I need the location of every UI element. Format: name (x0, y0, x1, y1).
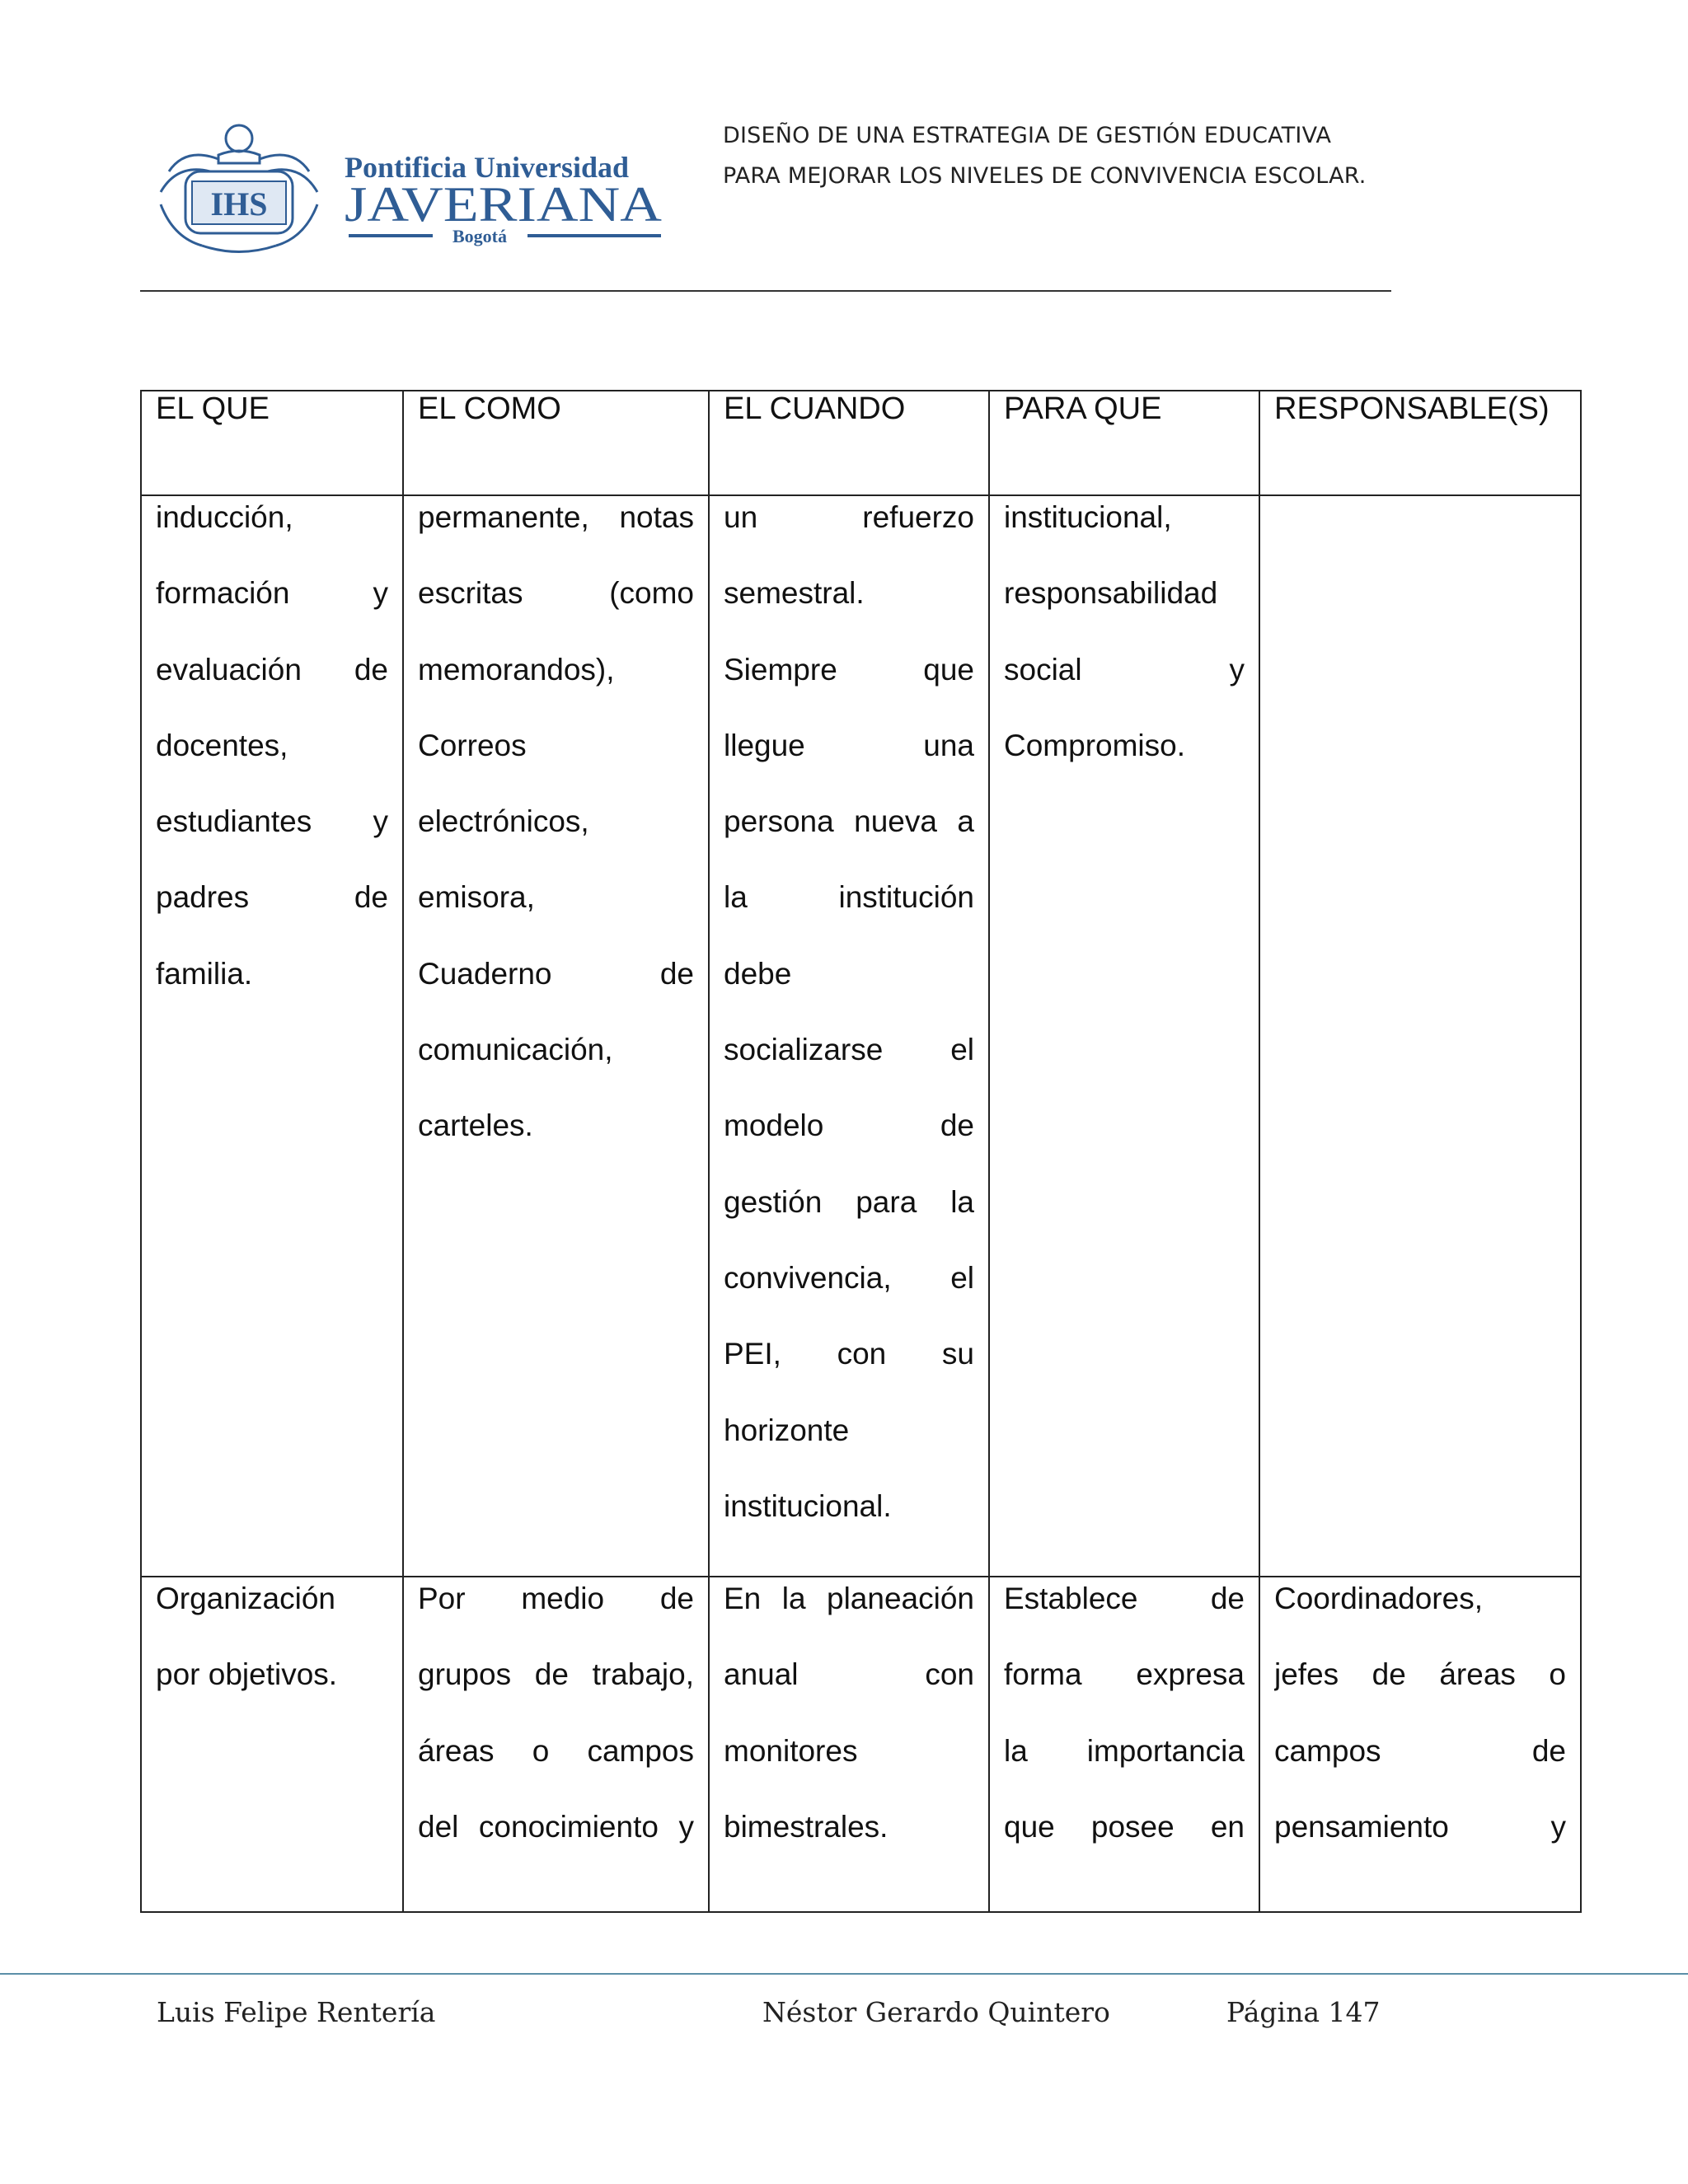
logo-line3: Bogotá (452, 226, 507, 246)
cell-line: comunicación, (418, 1033, 613, 1067)
cell-line: emisora, (418, 880, 535, 915)
cell-line: electrónicos, (418, 804, 589, 839)
cell-line: institucional. (724, 1488, 892, 1523)
cell-line: jefes de áreas o (1274, 1657, 1566, 1692)
cell-line: monitores (724, 1733, 858, 1768)
column-header: PARA QUE (989, 391, 1259, 495)
cell-line: Organización (156, 1582, 336, 1615)
cell-line: familia. (156, 956, 253, 991)
cell-el-cuando (709, 1577, 989, 1912)
logo-crest-text: IHS (210, 185, 268, 223)
cell-line: debe (724, 956, 792, 991)
cell-line: Correos (418, 728, 527, 762)
cell-line: inducción, (156, 500, 293, 534)
cell-line: horizonte (724, 1413, 850, 1447)
cell-line: grupos de trabajo, (418, 1657, 694, 1692)
cell-line: campos de (1274, 1733, 1566, 1768)
cell-line: gestión para la (724, 1184, 974, 1219)
page-number: Página 147 (1226, 1996, 1381, 2028)
cell-el-que (141, 495, 403, 1577)
cell-line: la institución (724, 880, 974, 915)
cell-line: semestral. (724, 576, 865, 611)
cell-line: la importancia (1004, 1733, 1245, 1768)
cell-line: carteles. (418, 1108, 533, 1143)
cell-line: anual con (724, 1657, 974, 1692)
footer-author-2: Néstor Gerardo Quintero (762, 1996, 1110, 2028)
cell-line: En la planeación (724, 1582, 974, 1615)
cell-line: Compromiso. (1004, 728, 1185, 762)
header-divider (140, 290, 1391, 292)
strategy-table (140, 390, 1582, 1913)
cell-line: PEI, con su (724, 1337, 974, 1371)
logo-line2: JAVERIANA (345, 177, 662, 232)
cell-responsables (1259, 1577, 1581, 1912)
footer-author-1: Luis Felipe Rentería (157, 1996, 436, 2028)
cell-line: formación y (156, 576, 388, 611)
cell-line: padres de (156, 880, 388, 915)
cell-line: pensamiento y (1274, 1809, 1566, 1844)
table-row (141, 495, 1581, 1577)
column-header: EL QUE (141, 391, 403, 495)
cell-line: un refuerzo (724, 500, 974, 534)
cell-line: que posee en (1004, 1809, 1245, 1844)
table-header-row (141, 391, 1581, 495)
cell-line: estudiantes y (156, 804, 388, 839)
cell-line: memorandos), (418, 652, 615, 687)
cell-el-cuando (709, 495, 989, 1577)
document-header-title (723, 115, 1367, 196)
header-title-line2: PARA MEJORAR LOS NIVELES DE CONVIVENCIA ESCOLAR. (723, 163, 1367, 189)
cell-el-como (403, 495, 709, 1577)
cell-line: por objetivos. (156, 1657, 338, 1692)
column-header: EL CUANDO (709, 391, 989, 495)
cell-el-como (403, 1577, 709, 1912)
cell-responsables (1259, 495, 1581, 1577)
cell-line: institucional, (1004, 500, 1172, 534)
cell-line: permanente, notas (418, 500, 694, 534)
cell-line: social y (1004, 652, 1245, 687)
cell-line: Siempre que (724, 652, 974, 687)
cell-line: del conocimiento y (418, 1809, 694, 1844)
cell-line: persona nueva a (724, 804, 974, 839)
cell-line: Por medio de (418, 1582, 694, 1615)
cell-line: docentes, (156, 728, 288, 762)
cell-line: forma expresa (1004, 1657, 1245, 1692)
cell-line: Cuaderno de (418, 956, 694, 991)
cell-line: convivencia, el (724, 1260, 974, 1295)
cell-line: Establece de (1004, 1582, 1245, 1615)
logo-line1: Pontificia Universidad (345, 151, 630, 184)
cell-line: socializarse el (724, 1033, 974, 1067)
cell-line: responsabilidad (1004, 576, 1218, 611)
column-header: EL COMO (403, 391, 709, 495)
cell-line: escritas (como (418, 576, 694, 611)
cell-line: bimestrales. (724, 1809, 889, 1844)
column-header: RESPONSABLE(S) (1259, 391, 1581, 495)
cell-line: Coordinadores, (1274, 1582, 1483, 1615)
cell-line: evaluación de (156, 652, 388, 687)
table-row (141, 1577, 1581, 1912)
cell-line: modelo de (724, 1108, 974, 1143)
header-title-line1: DISEÑO DE UNA ESTRATEGIA DE GESTIÓN EDUCATIVA (723, 123, 1332, 148)
university-logo (152, 114, 663, 262)
cell-para-que (989, 1577, 1259, 1912)
footer-divider (0, 1973, 1688, 1975)
cell-el-que (141, 1577, 403, 1912)
cell-line: llegue una (724, 728, 974, 762)
cell-para-que (989, 495, 1259, 1577)
cell-line: áreas o campos (418, 1733, 694, 1768)
